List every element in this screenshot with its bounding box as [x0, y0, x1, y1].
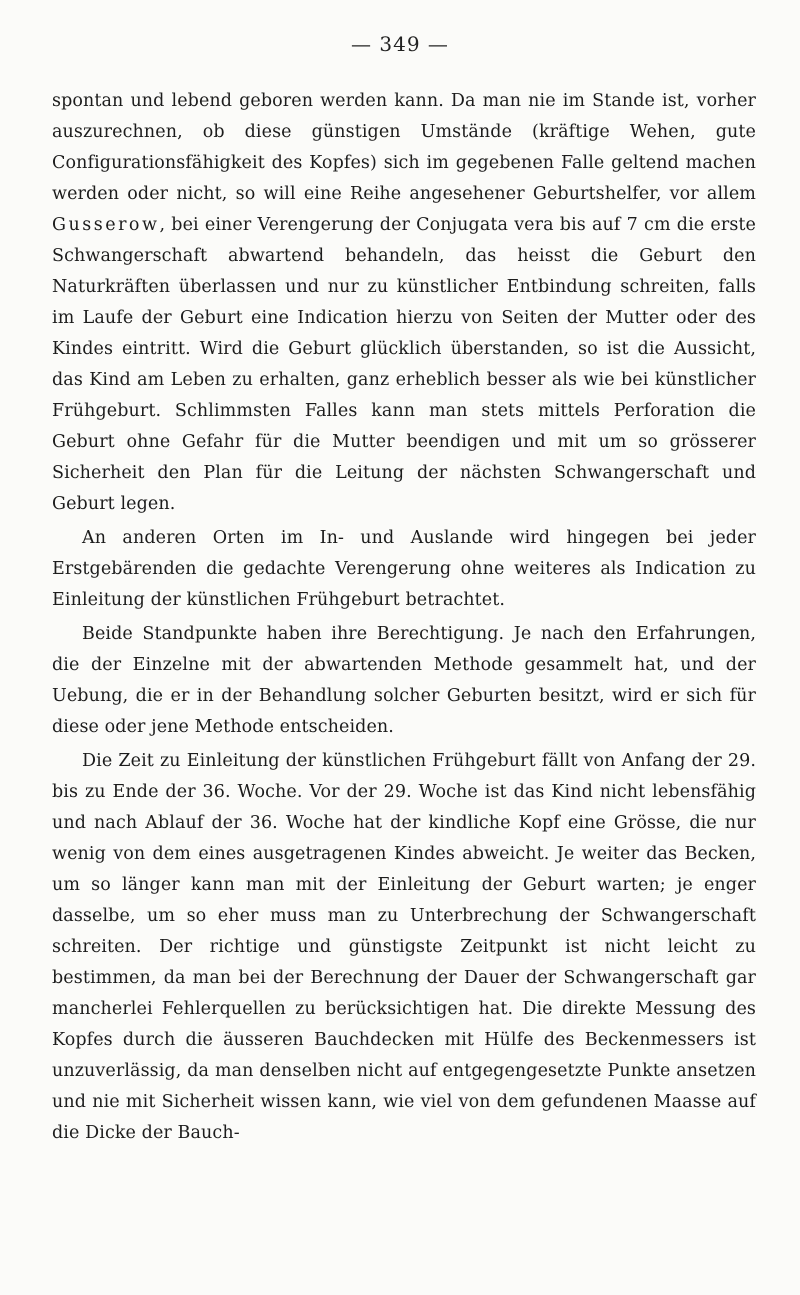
- body-text: [52, 86, 756, 1149]
- paragraph-2: An anderen Orten im In- und Auslande wird hingegen bei jeder Erstgebärenden die gedachte Verengerung ohne weiteres als Indication zu Einleitung der künstlichen Frühgeburt betrachtet.: [52, 528, 756, 610]
- paragraph-1-text-before: spontan und lebend geboren werden kann. Da man nie im Stande ist, vorher auszurechnen, ob diese günstigen Umstände (kräftige Wehen, gute Configurationsfähigkeit des Kopfes) sich im gegebenen Falle geltend machen werden oder nicht, so will eine Reihe angesehener Geburtshelfer, vor allem: [52, 91, 756, 204]
- paragraph-3: Beide Standpunkte haben ihre Berechtigung. Je nach den Erfahrungen, die der Einzelne mit der abwartenden Methode gesammelt hat, und der Uebung, die er in der Behandlung solcher Geburten besitzt, wird er sich für diese oder jene Methode entscheiden.: [52, 624, 756, 737]
- paragraph-4: Die Zeit zu Einleitung der künstlichen Frühgeburt fällt von Anfang der 29. bis zu Ende der 36. Woche. Vor der 29. Woche ist das Kind nicht lebensfähig und nach Ablauf der 36. Woche hat der kindliche Kopf eine Grösse, die nur wenig von dem eines ausgetragenen Kindes abweicht. Je weiter das Becken, um so länger kann man mit der Einleitung der Geburt warten; je enger dasselbe, um so eher muss man zu Unterbrechung der Schwangerschaft schreiten. Der richtige und günstigste Zeitpunkt ist nicht leicht zu bestimmen, da man bei der Berechnung der Dauer der Schwangerschaft gar mancherlei Fehlerquellen zu berücksichtigen hat. Die direkte Messung des Kopfes durch die äusseren Bauchdecken mit Hülfe des Beckenmessers ist unzuverlässig, da man denselben nicht auf entgegengesetzte Punkte ansetzen und nie mit Sicherheit wissen kann, wie viel von dem gefundenen Maasse auf die Dicke der Bauch-: [52, 751, 756, 1143]
- author-name-emphasis: Gusserow: [52, 215, 160, 235]
- page-number: — 349 —: [351, 32, 449, 56]
- paragraph-1: [52, 86, 756, 520]
- paragraph-1-text-after: , bei einer Verengerung der Conjugata vera bis auf 7 cm die erste Schwangerschaft abwartend behandeln, das heisst die Geburt den Naturkräften überlassen und nur zu künstlicher Entbindung schreiten, falls im Laufe der Geburt eine Indication hierzu von Seiten der Mutter oder des Kindes eintritt. Wird die Geburt glücklich überstanden, so ist die Aussicht, das Kind am Leben zu erhalten, ganz erheblich besser als wie bei künstlicher Frühgeburt. Schlimmsten Falles kann man stets mittels Perforation die Geburt ohne Gefahr für die Mutter beendigen und mit um so grösserer Sicherheit den Plan für die Leitung der nächsten Schwangerschaft und Geburt legen.: [52, 215, 756, 514]
